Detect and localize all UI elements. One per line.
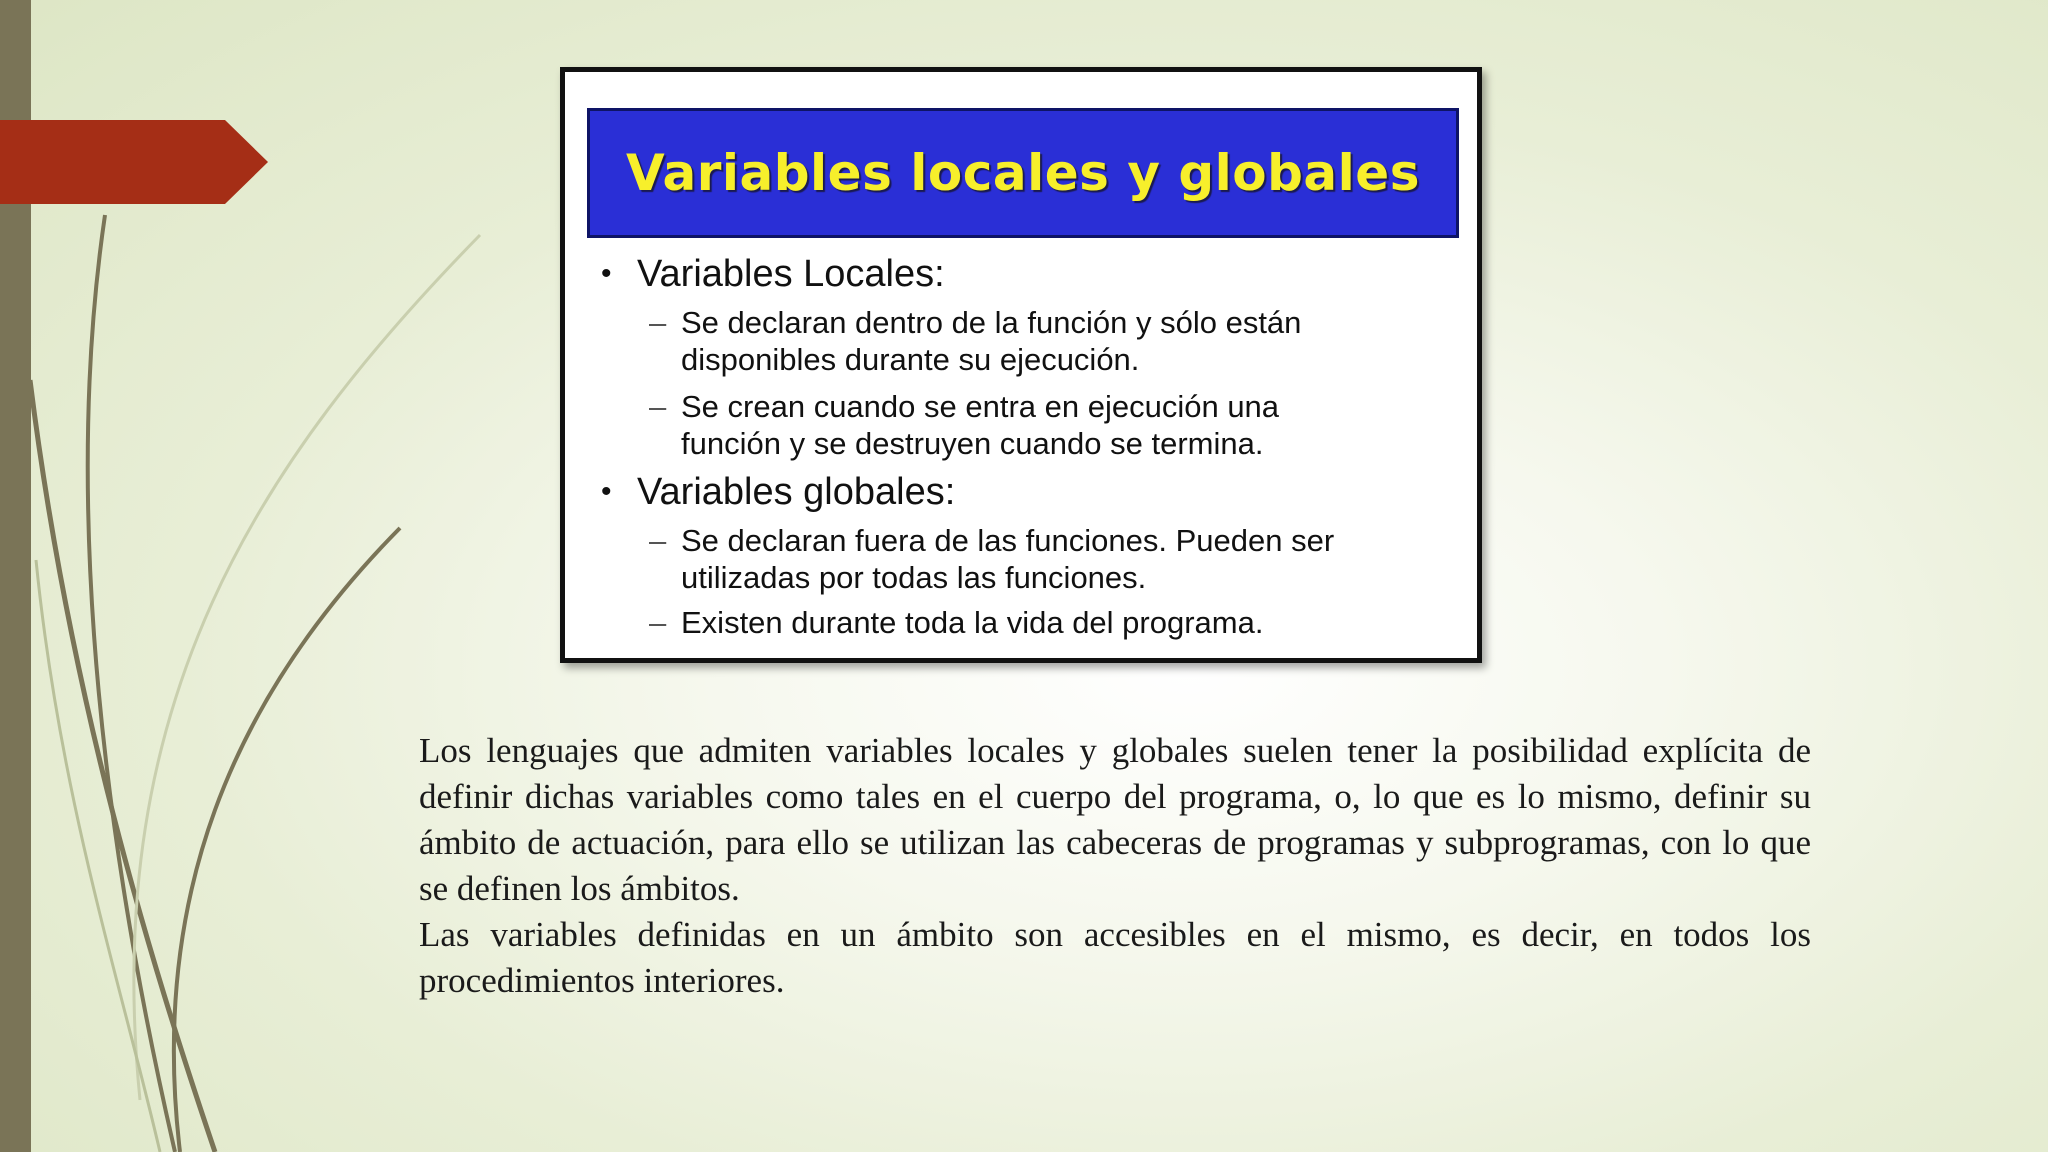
body-paragraph-2: Las variables definidas en un ámbito son accesibles en el mismo, es decir, en todos los procedimientos interiores.	[419, 915, 1811, 1000]
bullet-dot-icon: •	[601, 257, 612, 290]
figure-title: Variables locales y globales	[587, 108, 1459, 238]
dash-icon: –	[649, 523, 667, 558]
bullet-dot-icon: •	[601, 475, 612, 508]
dash-icon: –	[649, 389, 667, 424]
accent-arrow-tab	[0, 120, 268, 204]
body-text	[419, 728, 1811, 1004]
dash-icon: –	[649, 305, 667, 340]
variables-figure: Variables locales y globales • Variables Locales: – Se declaran dentro de la función y sólo están disponibles durante su ejecución. – Se crean cuando se entra en ejecución una función y se destruyen cuando se termina. • Variables globales: – Se declaran fuera de las funciones. Pueden ser utilizadas por todas las funciones. – Existen durante toda la vida del programa.	[560, 67, 1482, 663]
body-paragraph-1: Los lenguajes que admiten variables locales y globales suelen tener la posibilidad explícita de definir dichas variables como tales en el cuerpo del programa, o, lo que es lo mismo, definir su ámbito de actuación, para ello se utilizan las cabeceras de programas y subprogramas, con lo que se definen los ámbitos.	[419, 731, 1811, 908]
dash-icon: –	[649, 605, 667, 640]
